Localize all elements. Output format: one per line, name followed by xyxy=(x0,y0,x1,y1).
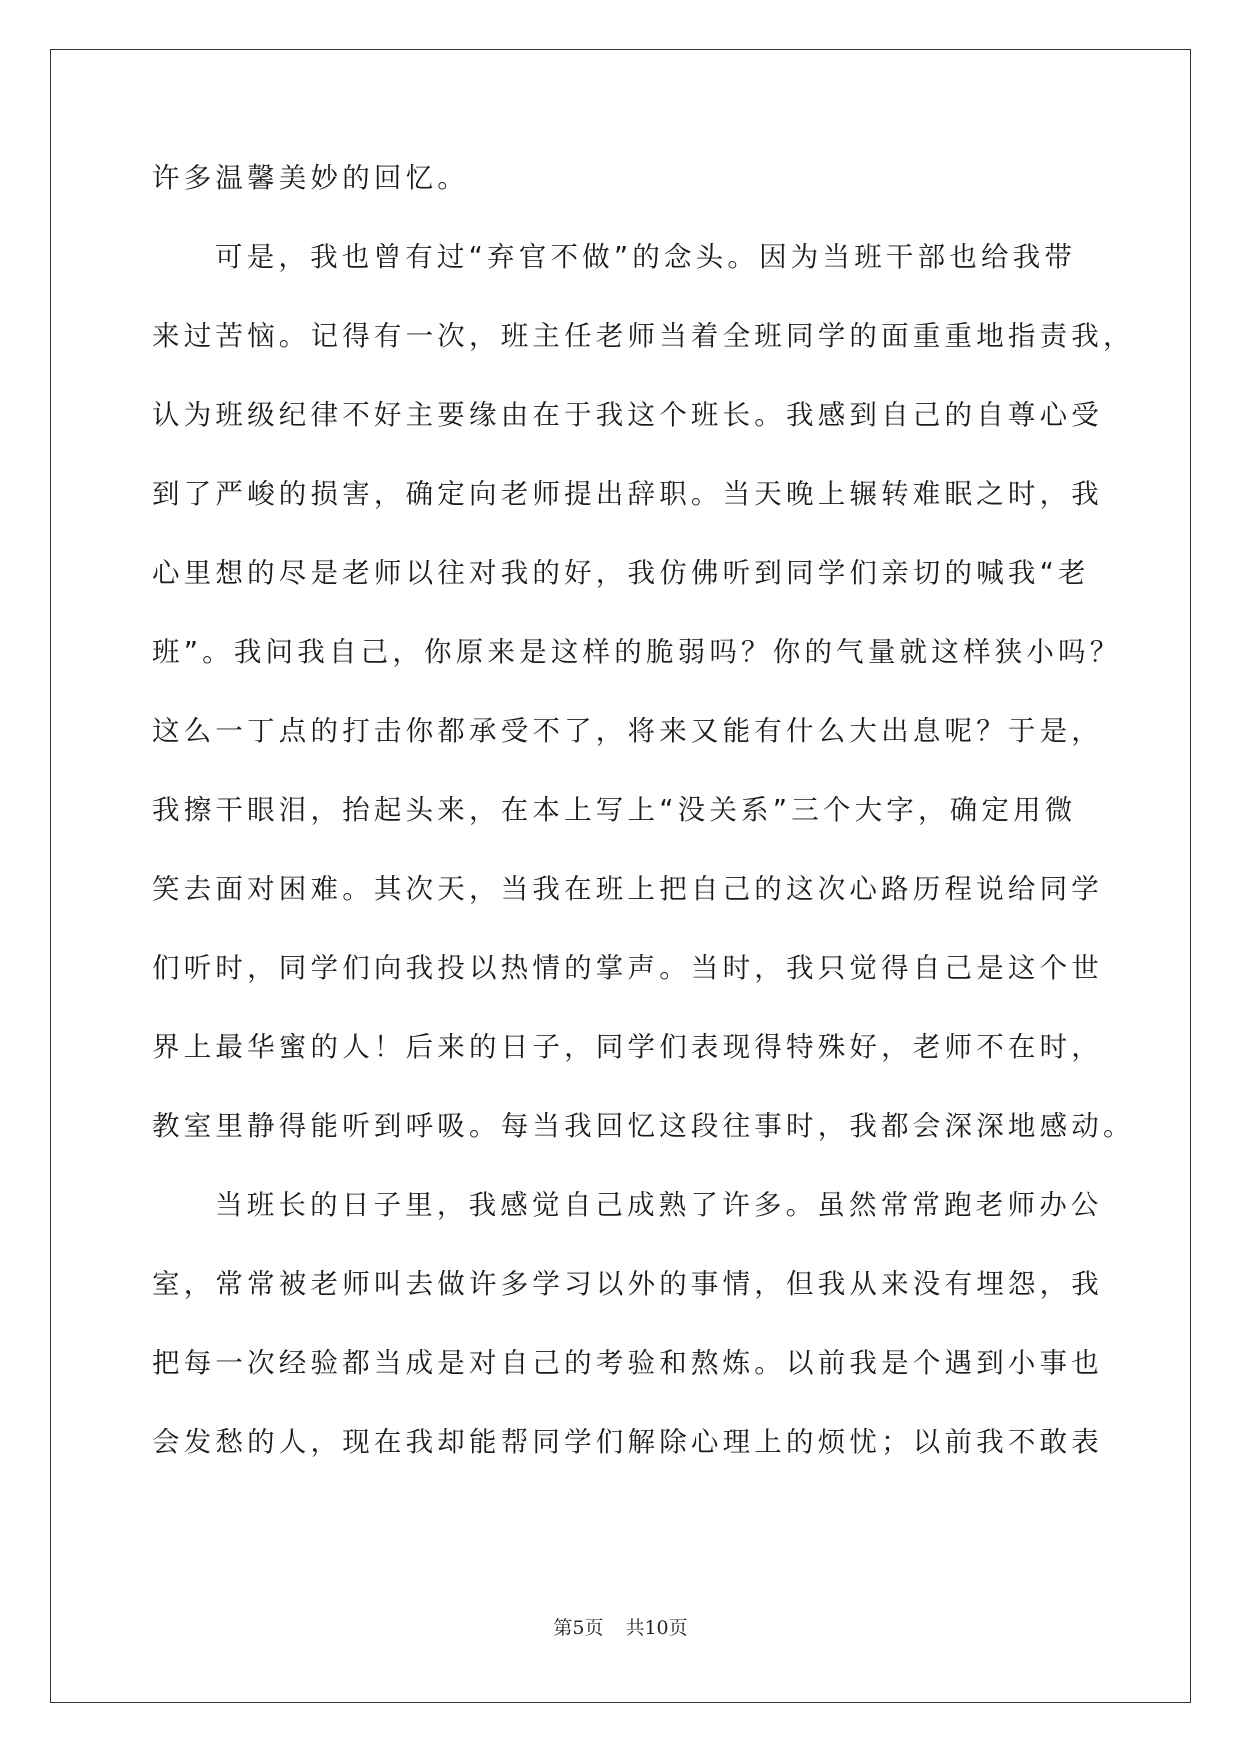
text-line: 把每一次经验都当成是对自己的考验和熬炼。以前我是个遇到小事也 xyxy=(152,1347,1103,1379)
text-line: 当班长的日子里，我感觉自己成熟了许多。虽然常常跑老师办公 xyxy=(215,1189,1103,1221)
text-line: 可是，我也曾有过“弃官不做”的念头。因为当班干部也给我带 xyxy=(215,241,1077,273)
text-line: 来过苦恼。记得有一次，班主任老师当着全班同学的面重重地指责我， xyxy=(152,320,1135,352)
text-line: 心里想的尽是老师以往对我的好，我仿佛听到同学们亲切的喊我“老 xyxy=(152,557,1090,589)
text-line: 到了严峻的损害，确定向老师提出辞职。当天晚上辗转难眠之时，我 xyxy=(152,478,1103,510)
text-line: 这么一丁点的打击你都承受不了，将来又能有什么大出息呢？于是， xyxy=(152,715,1103,747)
text-line: 我擦干眼泪，抬起头来，在本上写上“没关系”三个大字，确定用微 xyxy=(152,794,1077,826)
page-number: 第5页 xyxy=(553,1617,604,1639)
text-line: 班”。我问我自己，你原来是这样的脆弱吗？你的气量就这样狭小吗？ xyxy=(152,636,1122,668)
text-line: 室，常常被老师叫去做许多学习以外的事情，但我从来没有埋怨，我 xyxy=(152,1268,1103,1300)
text-line: 会发愁的人，现在我却能帮同学们解除心理上的烦忧；以前我不敢表 xyxy=(152,1426,1103,1458)
text-line: 们听时，同学们向我投以热情的掌声。当时，我只觉得自己是这个世 xyxy=(152,952,1103,984)
page-footer xyxy=(0,1613,1241,1640)
document-body xyxy=(152,158,1135,1501)
page-total: 共10页 xyxy=(625,1617,688,1639)
text-line: 界上最华蜜的人！后来的日子，同学们表现得特殊好，老师不在时， xyxy=(152,1031,1103,1063)
text-line: 许多温馨美妙的回忆。 xyxy=(152,162,469,194)
text-line: 教室里静得能听到呼吸。每当我回忆这段往事时，我都会深深地感动。 xyxy=(152,1110,1135,1142)
text-line: 笑去面对困难。其次天，当我在班上把自己的这次心路历程说给同学 xyxy=(152,873,1103,905)
text-line: 认为班级纪律不好主要缘由在于我这个班长。我感到自己的自尊心受 xyxy=(152,399,1103,431)
